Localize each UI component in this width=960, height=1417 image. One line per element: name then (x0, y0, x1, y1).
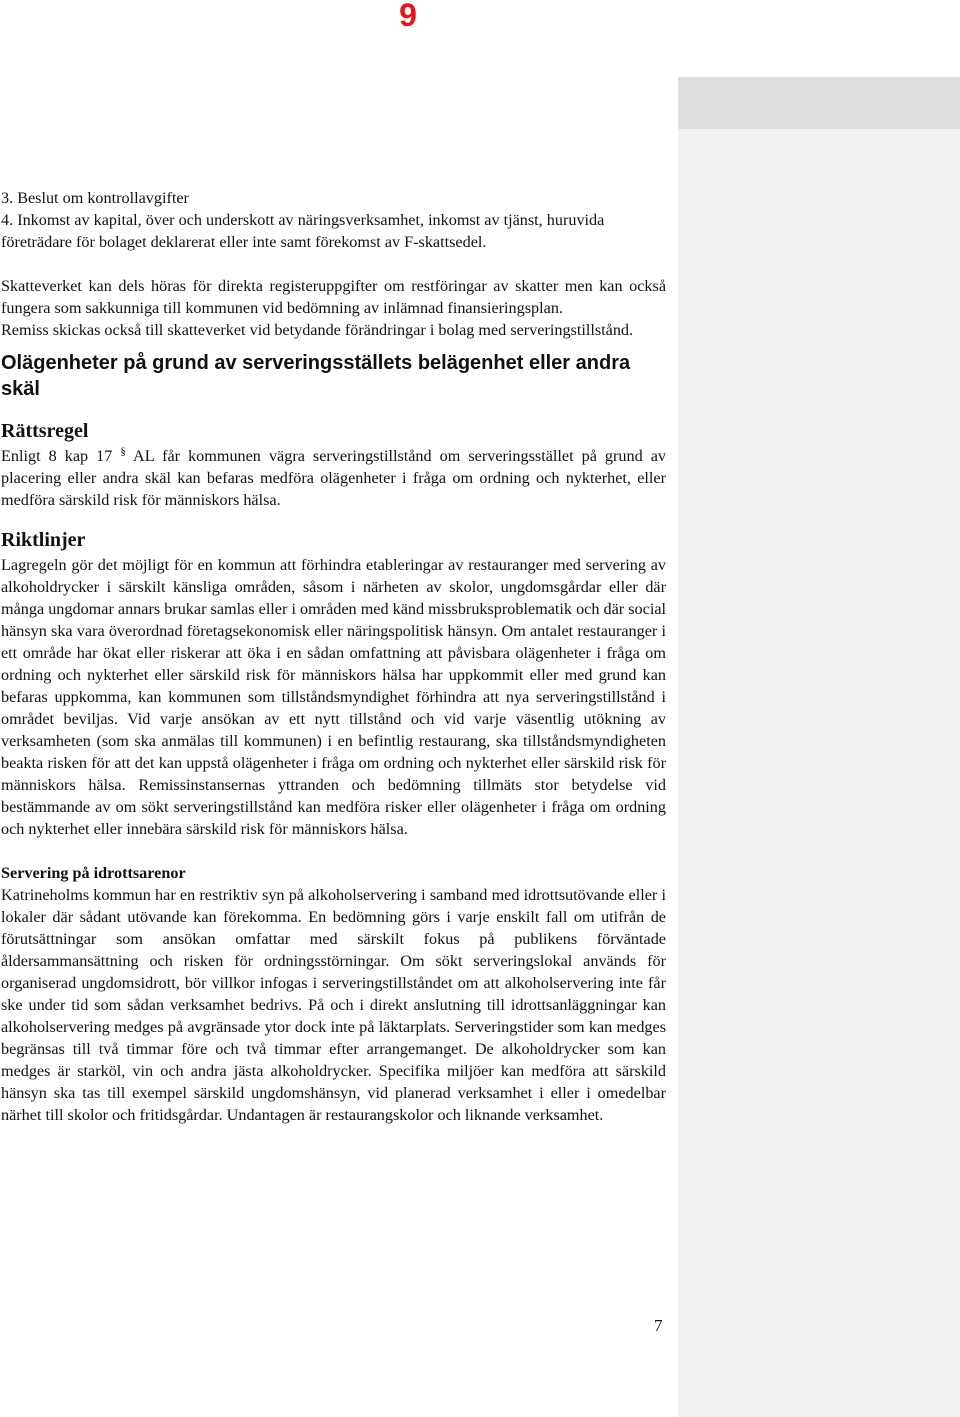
rattsregel-text-before: Enligt 8 kap 17 (1, 447, 113, 465)
paragraph-rattsregel (1, 445, 666, 511)
footnote-mark: § (120, 445, 126, 458)
comment-pane (678, 77, 960, 1417)
paragraph-remiss: Remiss skickas också till skatteverket vid betydande förändringar i bolag med serveringstillstånd. (1, 321, 634, 339)
heading-olagenheter: Olägenheter på grund av serveringsställets belägenhet eller andra skäl (1, 352, 631, 400)
rattsregel-text-after: AL får kommunen vägra serveringstillstånd om serveringsstället på grund av placering eller andra skäl kan befaras medföra olägenheter i fråga om ordning och nykterhet, eller medföra särskild risk för människors hälsa. (1, 447, 667, 509)
heading-riktlinjer: Riktlinjer (1, 529, 86, 551)
heading-rattsregel: Rättsregel (1, 420, 89, 442)
heading-idrottsarenor: Servering på idrottsarenor (1, 864, 186, 882)
paragraph-riktlinjer: Lagregeln gör det möjligt för en kommun att förhindra etableringar av restauranger med servering av alkoholdrycker i särskilt känsliga områden, såsom i närheten av skolor, ungdomsgårdar eller där många ungdomar annars brukar samlas eller i områden med känd missbruksproblematik och där social hänsyn ska vara överordnad företagsekonomisk eller näringspolitisk hänsyn. Om antalet restauranger i ett område har ökat eller riskerar att öka i en sådan omfattning att påvisbara olägenheter i fråga om ordning och nykterhet eller särskild risk för människors hälsa har uppkommit eller med grund kan befaras uppkomma, kan kommunen som tillståndsmyndighet förhindra att nya serveringstillstånd i området beviljas. Vid varje ansökan av ett nytt tillstånd och vid varje väsentlig utökning av verksamheten (som ska anmälas till kommunen) i en befintlig restaurang, ska tillståndsmyndigheten beakta risken för att det kan uppstå olägenheter i fråga om ordning och nykterhet eller särskild risk för människors hälsa. Remissinstansernas yttranden och bedömning tillmäts stor betydelse vid bestämmande av om sökt serveringstillstånd kan medföra risker eller olägenheter i fråga om ordning och nykterhet eller innebära särskild risk för människors hälsa. (1, 556, 666, 838)
paragraph-skatteverket: Skatteverket kan dels höras för direkta registeruppgifter om restföringar av skatter men kan också fungera som sakkunniga till kommunen vid bedömning av inlämnad finansieringsplan. (1, 277, 666, 317)
list-item: 3. Beslut om kontrollavgifter (1, 189, 189, 207)
page-badge: 9 (399, 0, 417, 33)
paragraph-idrottsarenor: Katrineholms kommun har en restriktiv syn på alkoholservering i samband med idrottsutövande eller i lokaler där sådant utövande kan förekomma. En bedömning görs i varje enskilt fall om utifrån de förutsättningar som ansökan omfattar med särskilt fokus på publikens förväntade åldersammansättning och risken för ordningsstörningar. Om sökt serveringslokal används för organiserad ungdomsidrott, bör villkor infogas i serveringstillståndet om att alkoholservering inte får ske under tid som sådan verksamhet bedrivs. På och i direkt anslutning till idrottsanläggningar kan alkoholservering medges på avgränsade ytor dock inte på läktarplats. Serveringstider som kan medges begränsas till två timmar före och två timmar efter arrangemanget. De alkoholdrycker som kan medges är starköl, vin och andra jästa alkoholdrycker. Specifika miljöer kan medföra att särskild hänsyn ska tas till exempel särskild ungdomshänsyn, vid planerad verksamhet i eller i omedelbar närhet till skolor och fritidsgårdar. Undantagen är restaurangskolor och liknande verksamhet. (1, 886, 666, 1124)
list-item: 4. Inkomst av kapital, över och underskott av näringsverksamhet, inkomst av tjänst, huruvida företrädare för bolaget deklarerat eller inte samt förekomst av F-skattsedel. (1, 211, 605, 251)
page-number: 7 (654, 1316, 663, 1335)
document-body (1, 187, 666, 1126)
comment-pane-header (678, 77, 960, 129)
